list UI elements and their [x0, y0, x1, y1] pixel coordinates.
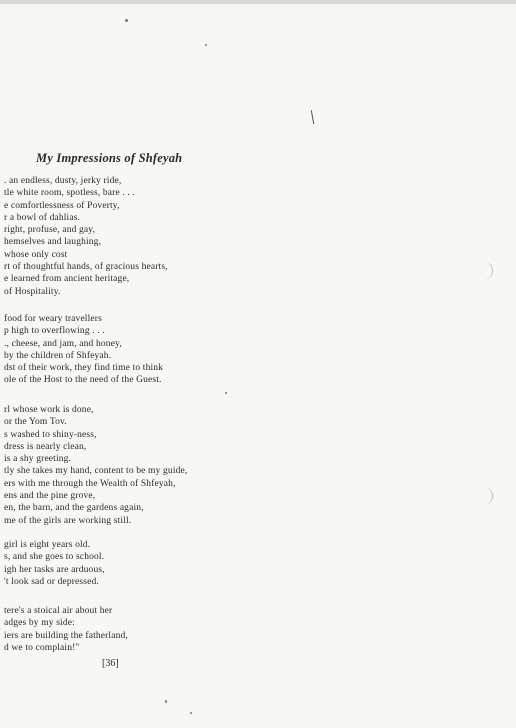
poem-line: by the children of Shfeyah.: [4, 350, 112, 361]
poem-line: adges by my side:: [4, 618, 75, 629]
poem-line: rt of thoughtful hands, of gracious hearts,: [4, 262, 168, 273]
poem-line: of Hospitality.: [4, 286, 61, 297]
binding-hole: [478, 487, 493, 505]
poem-line: igh her tasks are arduous,: [4, 564, 105, 575]
poem-line: 't look sad or depressed.: [4, 576, 99, 587]
poem-line: ens and the pine grove,: [4, 491, 96, 502]
poem-line: iers are building the fatherland,: [4, 630, 128, 641]
poem-line: tly she takes my hand, content to be my guide,: [4, 466, 188, 477]
stanza: [4, 313, 304, 387]
poem-line: me of the girls are working still.: [4, 515, 132, 526]
binding-hole: [478, 262, 493, 280]
poem-line: is a shy greeting.: [4, 454, 72, 465]
poem-line: r a bowl of dahlias.: [4, 212, 81, 223]
poem-line: en, the barn, and the gardens again,: [4, 503, 144, 514]
poem-line: rl whose work is done,: [4, 405, 94, 415]
poem-line: dress is nearly clean,: [4, 441, 87, 452]
poem-line: d we to complain!": [4, 642, 80, 653]
speck: [205, 44, 207, 46]
stanza: [4, 605, 304, 654]
speck: [165, 700, 167, 703]
poem-line: ole of the Host to the need of the Guest.: [4, 375, 162, 386]
poem-line: whose only cost: [4, 249, 68, 260]
poem-title: My Impressions of Shfeyah: [36, 151, 183, 165]
poem-line: food for weary travellers: [4, 314, 102, 324]
poem-line: e learned from ancient heritage,: [4, 274, 130, 285]
scan-edge: [0, 0, 516, 4]
poem-line: tle white room, spotless, bare . . .: [4, 188, 135, 199]
poem-line: hemselves and laughing,: [4, 237, 102, 248]
speck: [225, 392, 227, 394]
poem-line: tere's a stoical air about her: [4, 606, 113, 616]
stanza: [4, 175, 304, 298]
pen-mark: [311, 110, 316, 124]
poem-line: girl is eight years old.: [4, 540, 91, 550]
poem-line: or the Yom Tov.: [4, 417, 67, 428]
stanza: [4, 404, 304, 527]
poem-line: dst of their work, they find time to think: [4, 363, 164, 374]
speck: [190, 712, 192, 714]
poem-line: e comfortlessness of Poverty,: [4, 200, 120, 211]
poem-line: s washed to shiny-ness,: [4, 429, 97, 440]
poem-line: s, and she goes to school.: [4, 552, 105, 563]
poem-line: ., cheese, and jam, and honey,: [4, 338, 122, 349]
page-number: [36]: [102, 658, 119, 669]
poem-line: . an endless, dusty, jerky ride,: [4, 176, 122, 186]
poem-line: right, profuse, and gay,: [4, 225, 96, 236]
speck: [125, 19, 128, 22]
stanza: [4, 539, 304, 588]
poem-line: p high to overflowing . . .: [4, 326, 105, 337]
poem-line: ers with me through the Wealth of Shfeyah,: [4, 478, 176, 489]
